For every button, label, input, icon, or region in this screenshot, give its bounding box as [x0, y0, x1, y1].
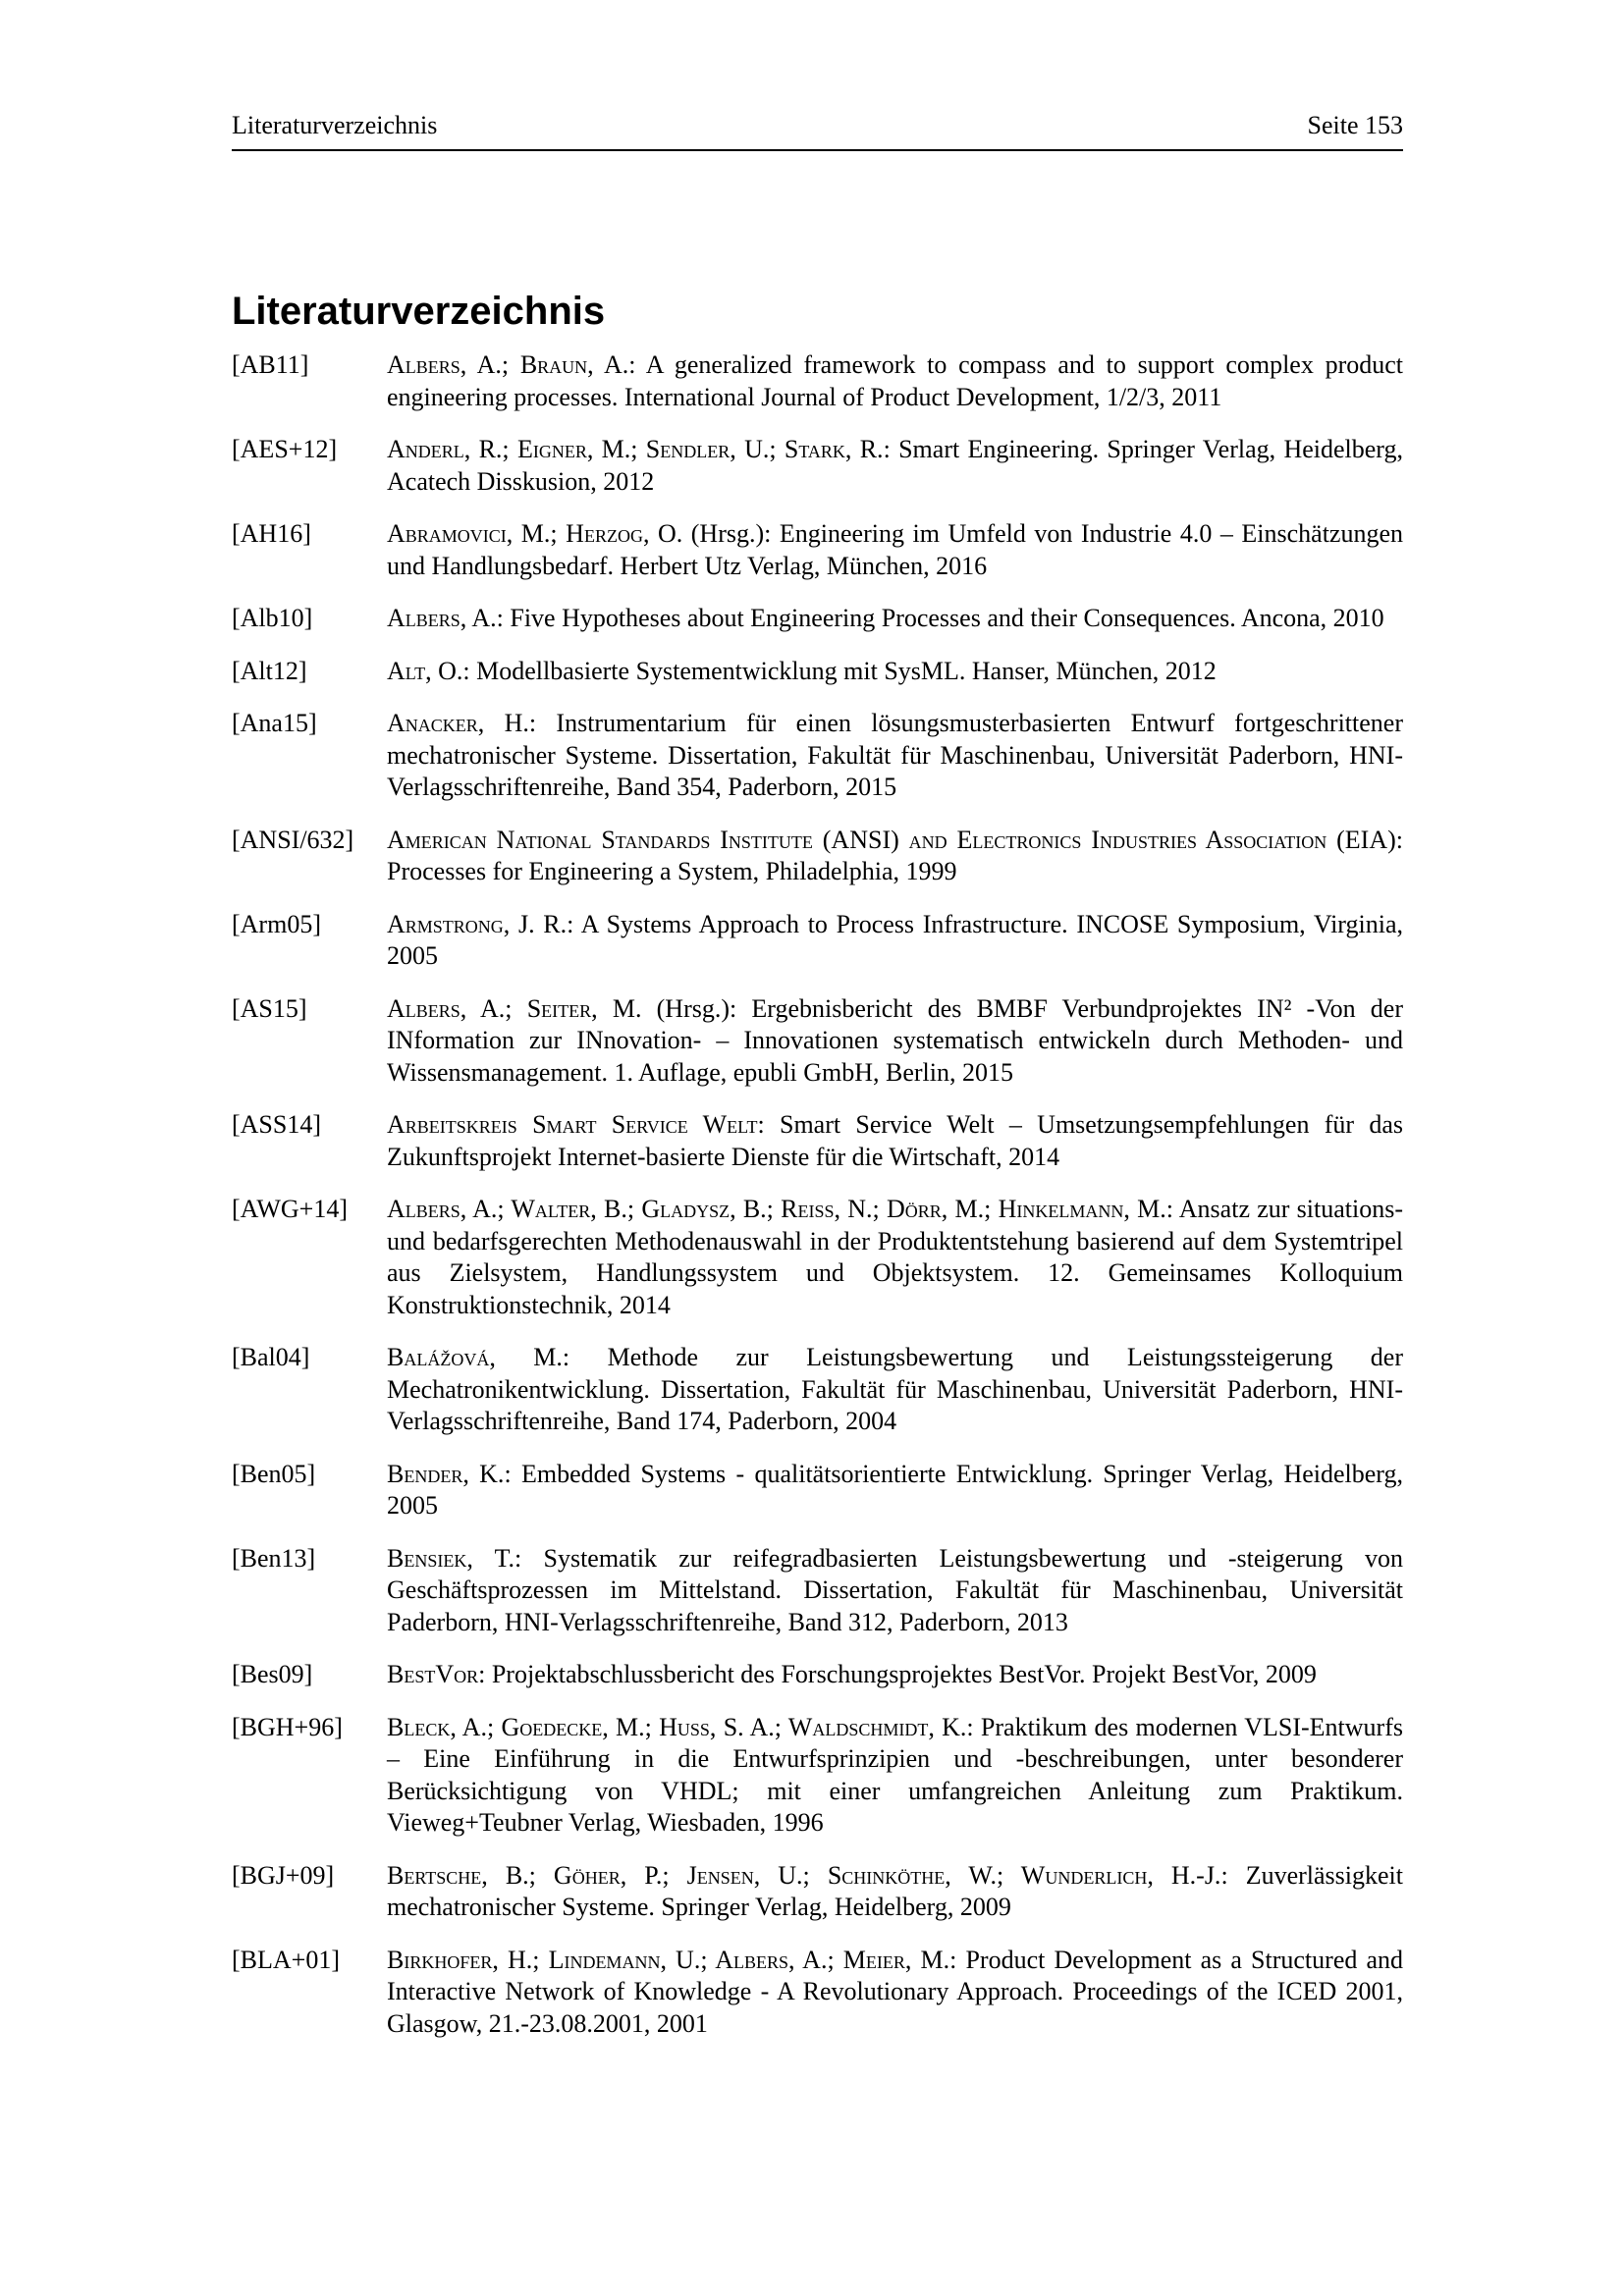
reference-authors: BestVor — [387, 1660, 479, 1688]
reference-authors: Bleck, A.; Goedecke, M.; Huss, S. A.; Waldschmidt, K. — [387, 1712, 967, 1741]
reference-entry — [232, 434, 1403, 498]
reference-key: [Alb10] — [232, 604, 313, 632]
reference-entry — [232, 1860, 1403, 1924]
reference-key: [Alt12] — [232, 656, 307, 685]
reference-text — [387, 656, 1403, 688]
reference-authors: Anderl, R.; Eigner, M.; Sendler, U.; Stark, R. — [387, 435, 884, 463]
reference-entry — [232, 708, 1403, 804]
reference-key: [AH16] — [232, 519, 311, 548]
reference-text — [387, 1659, 1403, 1691]
reference-key: [Ben13] — [232, 1543, 316, 1573]
reference-entry — [232, 349, 1403, 413]
reference-text — [387, 1945, 1403, 2041]
reference-body: (Hrsg.): Engineering im Umfeld von Industrie 4.0 – Einschätzungen und Handlungsbedarf. Herbert Utz Verlag, München, 2016 — [387, 519, 1403, 580]
reference-body: : Processes for Engineering a System, Philadelphia, 1999 — [387, 825, 1403, 885]
reference-entry — [232, 1109, 1403, 1173]
reference-authors: Albers, A.; Walter, B.; Gladysz, B.; Reiß, N.; Dörr, M.; Hinkelmann, M. — [387, 1195, 1166, 1223]
reference-body: : Modellbasierte Systementwicklung mit SysML. Hanser, München, 2012 — [462, 656, 1217, 685]
reference-key: [BLA+01] — [232, 1945, 340, 1974]
reference-authors: Albers, A. — [387, 604, 497, 632]
reference-entry — [232, 1712, 1403, 1840]
reference-authors: Balážová, M. — [387, 1343, 563, 1371]
reference-authors: Anacker, H. — [387, 709, 529, 737]
reference-key: [BGH+96] — [232, 1712, 343, 1741]
reference-text — [387, 349, 1403, 413]
reference-key: [AB11] — [232, 350, 309, 379]
reference-authors: Albers, A.; Braun, A. — [387, 350, 629, 379]
reference-entry — [232, 1945, 1403, 2041]
reference-body: : Smart Engineering. Springer Verlag, Heidelberg, Acatech Disskusion, 2012 — [387, 435, 1403, 496]
reference-text — [387, 993, 1403, 1090]
reference-text — [387, 1459, 1403, 1522]
reference-key: [Arm05] — [232, 909, 321, 938]
reference-entry — [232, 825, 1403, 888]
reference-entry — [232, 993, 1403, 1090]
reference-text — [387, 1342, 1403, 1438]
reference-body: (Hrsg.): Ergebnisbericht des BMBF Verbundprojektes IN² -Von der INformation zur INnovation- – Innovationen systematisch entwickeln durch Methoden- und Wissensmanagement. 1. Auflage, epubli GmbH, Berlin, 2015 — [387, 993, 1403, 1087]
reference-key: [AWG+14] — [232, 1195, 348, 1223]
reference-authors: Albers, A.; Seiter, M. — [387, 993, 642, 1023]
reference-key: [BGJ+09] — [232, 1860, 335, 1890]
reference-text — [387, 1860, 1403, 1924]
reference-key: [Ben05] — [232, 1459, 316, 1488]
reference-text — [387, 603, 1403, 635]
reference-authors: Alt, O. — [387, 656, 463, 685]
reference-entry — [232, 656, 1403, 688]
reference-text — [387, 708, 1403, 804]
reference-key: [ASS14] — [232, 1110, 322, 1139]
reference-text — [387, 1712, 1403, 1840]
reference-text — [387, 518, 1403, 582]
reference-text — [387, 1194, 1403, 1321]
reference-entry — [232, 1659, 1403, 1691]
reference-authors: Bender, K. — [387, 1459, 505, 1488]
reference-text — [387, 1109, 1403, 1173]
reference-body: : Embedded Systems - qualitätsorientierte Entwicklung. Springer Verlag, Heidelberg, 2005 — [387, 1459, 1403, 1520]
reference-text — [387, 1543, 1403, 1639]
reference-text — [387, 909, 1403, 973]
running-title: Literaturverzeichnis — [232, 111, 438, 139]
reference-body: : Praktikum des modernen VLSI-Entwurfs – Eine Einführung in die Entwurfsprinzipien und -beschreibungen, unter besonderer Berücksichtigung von VHDL; mit einer umfangreichen Anleitung zum Praktikum. Vieweg+Teubner Verlag, Wiesbaden, 1996 — [387, 1712, 1403, 1837]
reference-body: : Systematik zur reifegradbasierten Leistungsbewertung und -steigerung von Geschäftsprozessen im Mittelstand. Dissertation, Fakultät für Maschinenbau, Universität Paderborn, HNI-Verlagsschriftenreihe, Band 312, Paderborn, 2013 — [387, 1543, 1403, 1636]
reference-body: : Ansatz zur situations- und bedarfsgerechten Methodenauswahl in der Produktentstehung basierend auf dem Systemtripel aus Zielsystem, Handlungssystem und Objektsystem. 12. Gemeinsames Kolloquium Konstruktionstechnik, 2014 — [387, 1195, 1404, 1319]
reference-text — [387, 825, 1403, 888]
reference-key: [AS15] — [232, 993, 307, 1023]
reference-key: [ANSI/632] — [232, 825, 354, 854]
reference-body: : Methode zur Leistungsbewertung und Leistungssteigerung der Mechatronikentwicklung. Dissertation, Fakultät für Maschinenbau, Universität Paderborn, HNI-Verlagsschriftenreihe, Band 174, Paderborn, 2004 — [387, 1343, 1404, 1435]
reference-entry — [232, 1194, 1403, 1321]
reference-body: : Smart Service Welt – Umsetzungsempfehlungen für das Zukunftsprojekt Internet-basierte Dienste für die Wirtschaft, 2014 — [387, 1110, 1403, 1171]
reference-authors: Bensiek, T. — [387, 1543, 515, 1573]
reference-authors: Armstrong, J. R. — [387, 909, 568, 938]
reference-authors: Arbeitskreis Smart Service Welt — [387, 1110, 758, 1139]
reference-entry — [232, 518, 1403, 582]
reference-entry — [232, 1459, 1403, 1522]
reference-key: [Bes09] — [232, 1660, 313, 1688]
reference-key: [Ana15] — [232, 709, 317, 737]
reference-key: [AES+12] — [232, 435, 338, 463]
reference-body: : A Systems Approach to Process Infrastructure. INCOSE Symposium, Virginia, 2005 — [387, 909, 1403, 970]
reference-body: : Product Development as a Structured and Interactive Network of Knowledge - A Revolutionary Approach. Proceedings of the ICED 2001, Glasgow, 21.-23.08.2001, 2001 — [387, 1945, 1404, 2038]
reference-text — [387, 434, 1403, 498]
page-number: Seite 153 — [1307, 111, 1403, 139]
reference-key: [Bal04] — [232, 1343, 310, 1371]
reference-entry — [232, 1543, 1403, 1639]
reference-body: : Zuverlässigkeit mechatronischer Systeme. Springer Verlag, Heidelberg, 2009 — [387, 1860, 1404, 1921]
reference-body: : Projektabschlussbericht des Forschungsprojektes BestVor. Projekt BestVor, 2009 — [478, 1660, 1317, 1688]
reference-entry — [232, 1342, 1403, 1438]
reference-list — [232, 349, 1403, 2040]
reference-body: : Five Hypotheses about Engineering Processes and their Consequences. Ancona, 2010 — [496, 604, 1384, 632]
page-title: Literaturverzeichnis — [232, 290, 606, 333]
page-header — [232, 106, 1403, 151]
reference-entry — [232, 603, 1403, 635]
reference-authors: Bertsche, B.; Göher, P.; Jensen, U.; Schinköthe, W.; Wunderlich, H.-J. — [387, 1860, 1221, 1890]
reference-authors: American National Standards Institute (ANSI) and Electronics Industries Association (EIA) — [387, 825, 1396, 854]
reference-authors: Abramovici, M.; Herzog, O. — [387, 519, 683, 548]
reference-entry — [232, 909, 1403, 973]
reference-body: : Instrumentarium für einen lösungsmusterbasierten Entwurf fortgeschrittener mechatronischer Systeme. Dissertation, Fakultät für Maschinenbau, Universität Paderborn, HNI-Verlagsschriftenreihe, Band 354, Paderborn, 2015 — [387, 709, 1403, 801]
reference-authors: Birkhofer, H.; Lindemann, U.; Albers, A.; Meier, M. — [387, 1945, 950, 1974]
reference-body: : A generalized framework to compass and to support complex product engineering processes. International Journal of Product Development, 1/2/3, 2011 — [387, 350, 1403, 411]
